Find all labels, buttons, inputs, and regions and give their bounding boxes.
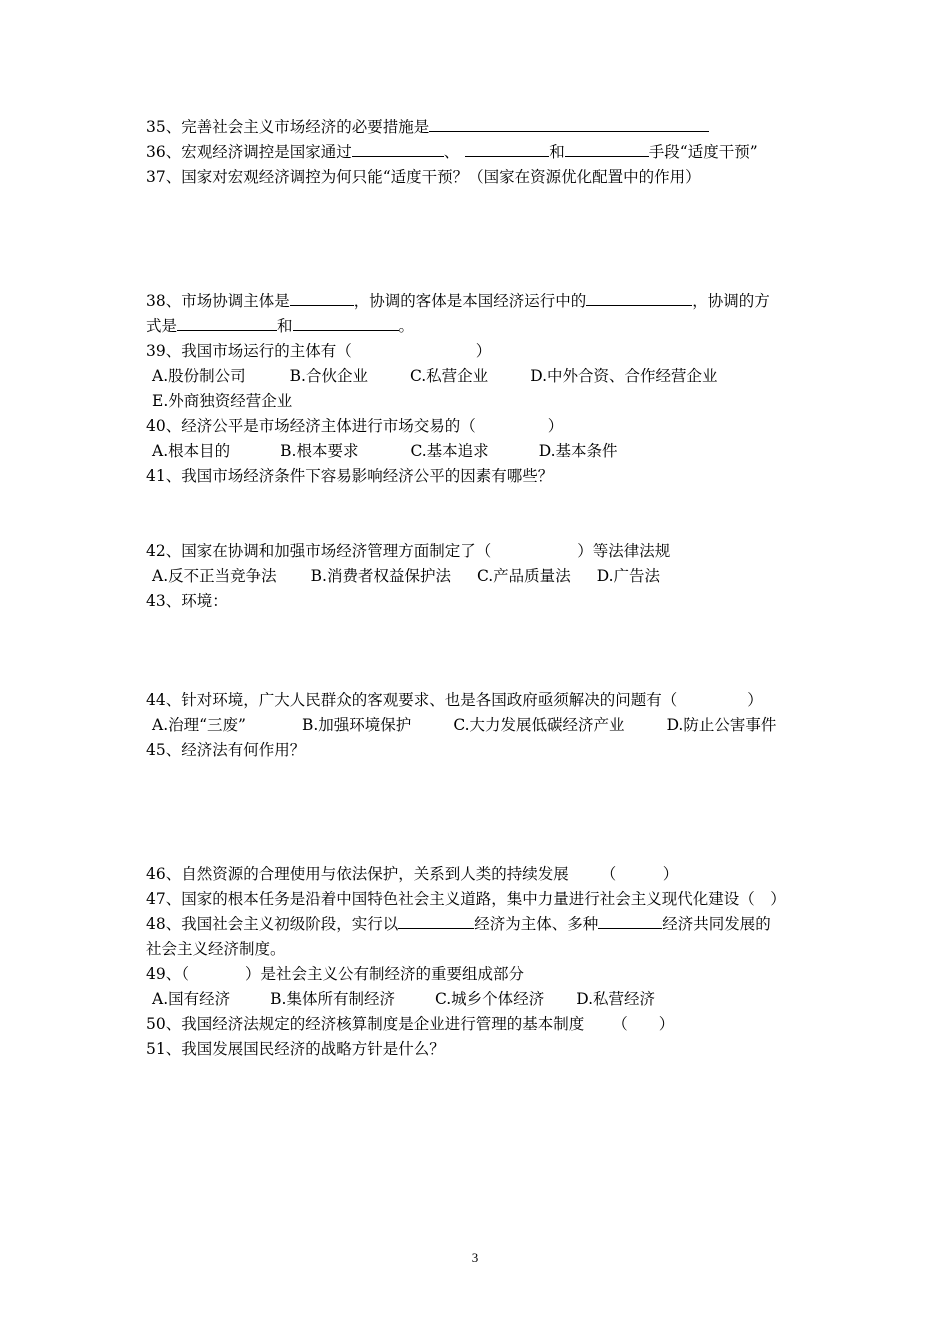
question-stem: 39、我国市场运行的主体有（ [146,342,352,360]
options-44 [152,713,776,738]
question-text: 手段“适度干预” [648,143,758,161]
option-a: A.反不正当竞争法 [152,567,277,585]
answer-blank [565,140,649,157]
option-d: D.防止公害事件 [666,716,777,734]
question-text: 式是 [146,317,178,335]
conjunction: 和 [549,143,565,161]
answer-paren: （ ） [600,865,679,883]
close-paren: ）等法律法规 [577,542,671,560]
answer-blank [586,289,692,306]
question-text: 45、经济法有何作用？ [146,741,306,759]
question-43 [146,589,228,614]
question-text: 。 [398,317,415,335]
question-40 [146,414,563,439]
question-47 [146,887,786,912]
question-stem: 44、针对环境，广大人民群众的客观要求、也是各国政府亟须解决的问题有（ [146,691,678,709]
question-35 [146,115,709,140]
option-e: E.外商独资经营企业 [152,392,293,410]
answer-paren: （ ） [612,1015,675,1033]
question-49 [146,962,524,987]
option-a: A.根本目的 [152,442,231,460]
question-38 [146,289,770,314]
question-37 [146,165,701,190]
answer-blank [398,912,474,929]
question-50 [146,1012,674,1037]
question-51 [146,1037,445,1062]
option-b: B.合伙企业 [289,367,368,385]
options-39-cont [152,389,292,414]
close-paren: ） [475,342,492,360]
option-a: A.股份制公司 [152,367,246,385]
option-d: D.中外合资、合作经营企业 [530,367,718,385]
question-text: 48、我国社会主义初级阶段，实行以 [146,915,399,933]
question-text: 47、国家的根本任务是沿着中国特色社会主义道路，集中力量进行社会主义现代化建设（ ） [146,890,786,908]
answer-blank [290,289,354,306]
question-45 [146,738,305,763]
option-c: C.城乡个体经济 [434,990,545,1008]
answer-blank [429,115,709,132]
option-a: A.治理“三废” [152,716,246,734]
separator: 、 [443,143,460,161]
question-stem: 42、国家在协调和加强市场经济管理方面制定了（ [146,542,492,560]
options-49 [152,987,655,1012]
question-text: 经济为主体、多种 [474,915,599,933]
question-44 [146,688,763,713]
question-text: 51、我国发展国民经济的战略方针是什么？ [146,1040,445,1058]
question-48 [146,912,771,937]
question-text: ）是社会主义公有制经济的重要组成部分 [244,965,524,983]
option-d: D.基本条件 [538,442,618,460]
answer-blank [293,314,399,331]
question-39 [146,339,491,364]
option-d: D.广告法 [596,567,661,585]
options-42 [152,564,660,589]
question-text: 经济共同发展的 [662,915,771,933]
question-41 [146,464,553,489]
options-40 [152,439,618,464]
question-text: 46、自然资源的合理使用与依法保护，关系到人类的持续发展 [146,865,569,883]
option-b: B.加强环境保护 [301,716,412,734]
option-b: B.集体所有制经济 [270,990,395,1008]
option-c: C.私营企业 [409,367,489,385]
question-text: 36、宏观经济调控是国家通过 [146,143,352,161]
question-text: 35、完善社会主义市场经济的必要措施是 [146,118,430,136]
question-text: ，协调的客体是本国经济运行中的 [353,292,587,310]
close-paren: ） [747,691,763,709]
question-text: 41、我国市场经济条件下容易影响经济公平的因素有哪些？ [146,467,554,485]
option-c: C.基本追求 [410,442,489,460]
question-48-cont [146,937,286,962]
question-text: ，协调的方 [692,292,770,310]
question-text: 37、国家对宏观经济调控为何只能“适度干预？（国家在资源优化配置中的作用） [146,168,701,186]
page-number: 3 [471,1250,479,1265]
question-text: 38、市场协调主体是 [146,292,290,310]
option-b: B.消费者权益保护法 [310,567,451,585]
question-38-cont [146,314,414,339]
question-text: 50、我国经济法规定的经济核算制度是企业进行管理的基本制度 [146,1015,585,1033]
answer-blank [352,140,444,157]
question-42 [146,539,670,564]
option-c: C.产品质量法 [476,567,571,585]
option-a: A.国有经济 [152,990,231,1008]
question-text: 社会主义经济制度。 [146,940,286,958]
open-paren: 49、（ [146,965,189,983]
close-paren: ） [547,417,564,435]
options-39 [152,364,718,389]
option-d: D.私营经济 [576,990,656,1008]
answer-blank [598,912,662,929]
question-36 [146,140,758,165]
question-text: 43、环境： [146,592,228,610]
answer-blank [177,314,277,331]
question-46 [146,862,678,887]
option-c: C.大力发展低碳经济产业 [453,716,625,734]
conjunction: 和 [277,317,293,335]
answer-blank [465,140,549,157]
option-b: B.根本要求 [280,442,359,460]
question-stem: 40、经济公平是市场经济主体进行市场交易的（ [146,417,476,435]
